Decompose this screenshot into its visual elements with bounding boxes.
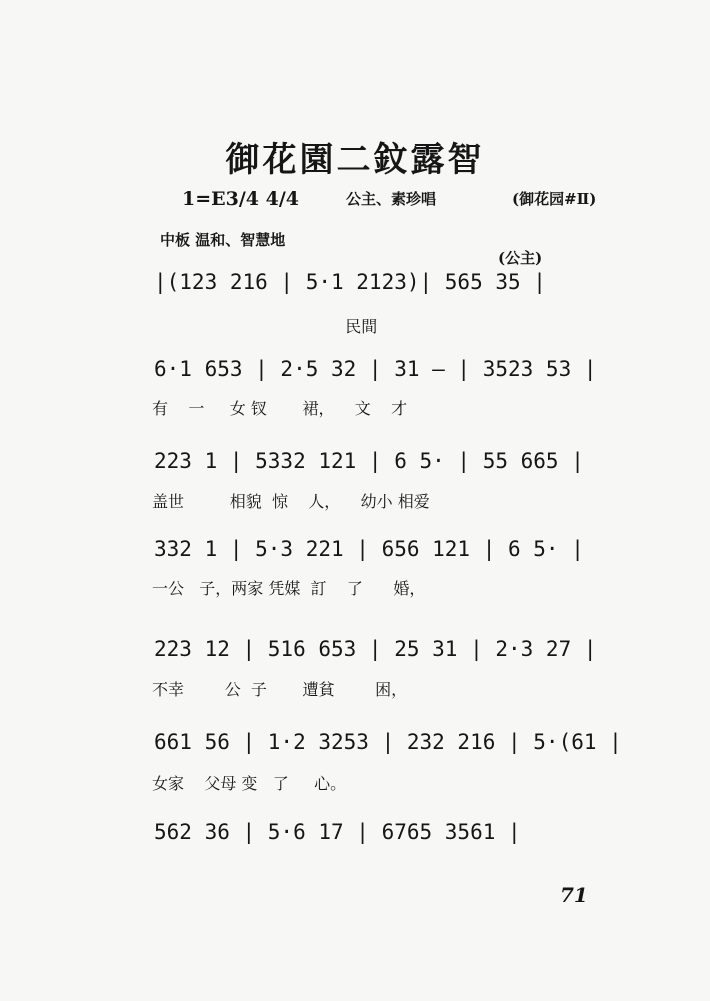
lyrics-line-1: 民間 (152, 317, 378, 336)
lyrics-line-4: 一公 子，两家 凭媒 訂 了 婚， (152, 579, 426, 598)
source-label: (御花园#Ⅱ) (512, 190, 597, 208)
song-title: 御花園二鈫露智 (225, 140, 485, 180)
notation-line-3: 223 1 | 5332 121 | 6 5· | 55 665 | (154, 449, 584, 473)
tempo-marking: 中板 温和、智慧地 (160, 231, 286, 249)
singers-label: 公主、素珍唱 (346, 190, 437, 208)
notation-line-4: 332 1 | 5·3 221 | 656 121 | 6 5· | (154, 537, 584, 561)
key-signature: 1=E3/4 4/4 (182, 188, 299, 210)
lyrics-line-5: 不幸 公 子 遭貧 困， (152, 680, 408, 699)
role-label: (公主) (498, 249, 543, 267)
lyrics-line-2: 有 一 女 钗 裙， 文 才 (152, 399, 408, 418)
notation-line-1: |(123 216 | 5·1 2123)| 565 35 | (154, 270, 546, 294)
notation-line-5: 223 12 | 516 653 | 25 31 | 2·3 27 | (154, 637, 597, 661)
lyrics-line-3: 盖世 相貌 惊 人， 幼小 相爱 (152, 492, 430, 511)
page-number: 71 (560, 883, 588, 907)
lyrics-line-6: 女家 父母 变 了 心。 (152, 774, 347, 793)
notation-line-6: 661 56 | 1·2 3253 | 232 216 | 5·(61 | (154, 730, 622, 754)
notation-line-2: 6·1 653 | 2·5 32 | 31 — | 3523 53 | (154, 357, 597, 381)
notation-line-7: 562 36 | 5·6 17 | 6765 3561 | (154, 820, 521, 844)
